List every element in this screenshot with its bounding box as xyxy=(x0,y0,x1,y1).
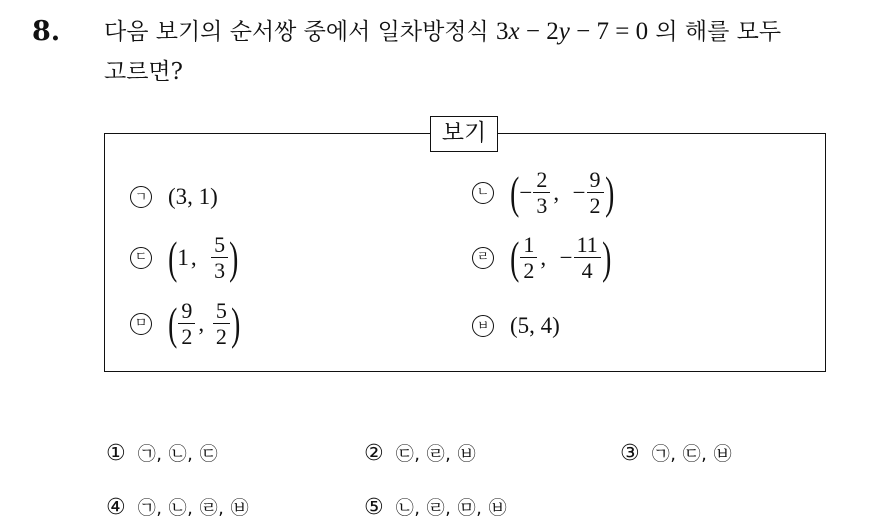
left-paren: ( xyxy=(510,166,520,218)
right-paren: ) xyxy=(230,297,241,349)
x-sign: − xyxy=(519,179,533,205)
comma: , xyxy=(553,179,571,205)
y-sign: − xyxy=(572,179,586,205)
y-denominator: 2 xyxy=(215,324,227,349)
left-paren: ( xyxy=(168,297,178,349)
left-paren: ( xyxy=(168,231,178,283)
x-fraction xyxy=(178,298,195,349)
example-item-1 xyxy=(130,184,218,210)
choice-label: ㉠, ㉡, ㉣, ㉥ xyxy=(137,498,250,519)
equation-x: x xyxy=(508,18,520,45)
example-item-4 xyxy=(472,232,611,283)
y-fraction xyxy=(587,167,604,218)
y-sign: − xyxy=(559,244,573,270)
question-line-1 xyxy=(104,14,781,50)
choice-label: ㉢, ㉣, ㉥ xyxy=(395,444,477,465)
x-fraction xyxy=(533,167,550,218)
marker-circle: ㅁ xyxy=(130,313,152,335)
right-paren: ) xyxy=(604,166,614,218)
choice-number: ② xyxy=(364,440,384,466)
right-paren: ) xyxy=(229,231,239,283)
example-item-2 xyxy=(472,167,614,218)
answer-choice-3[interactable] xyxy=(620,440,732,466)
comma: , xyxy=(198,310,210,336)
y-denominator: 2 xyxy=(589,193,601,218)
x-numerator: 9 xyxy=(181,298,193,323)
answer-choice-2[interactable] xyxy=(364,440,476,466)
comma: , xyxy=(540,244,558,270)
left-paren: ( xyxy=(510,231,520,283)
choice-number: ③ xyxy=(620,440,640,466)
right-paren: ) xyxy=(601,231,612,283)
x-whole: 1 xyxy=(177,244,189,270)
x-fraction xyxy=(520,232,537,283)
x-denominator: 2 xyxy=(181,324,193,349)
y-numerator: 5 xyxy=(214,232,226,257)
answer-choice-4[interactable] xyxy=(106,494,249,520)
marker-circle: ㄱ xyxy=(130,186,152,208)
x-numerator: 2 xyxy=(536,167,548,192)
marker-circle: ㄴ xyxy=(472,182,494,204)
y-numerator: 9 xyxy=(589,167,601,192)
y-numerator: 5 xyxy=(215,298,227,323)
y-denominator: 4 xyxy=(581,258,593,283)
x-denominator: 2 xyxy=(523,258,535,283)
x-numerator: 1 xyxy=(523,232,535,257)
pair-value: (5, 4) xyxy=(510,313,560,338)
y-numerator: 11 xyxy=(576,232,598,257)
example-item-5 xyxy=(130,298,240,349)
choice-label: ㉡, ㉣, ㉤, ㉥ xyxy=(395,498,508,519)
question-text-start: 다음 보기의 순서쌍 중에서 일차방정식 xyxy=(104,19,489,45)
pair-value: (3, 1) xyxy=(168,184,218,209)
equation-rest: − 7 = 0 xyxy=(569,18,649,45)
question-number: 8. xyxy=(32,16,61,47)
y-fraction xyxy=(574,232,601,283)
marker-circle: ㅂ xyxy=(472,315,494,337)
marker-circle: ㄹ xyxy=(472,247,494,269)
example-item-6 xyxy=(472,313,560,339)
example-box-title: 보기 xyxy=(430,116,498,152)
choice-number: ④ xyxy=(106,494,126,520)
marker-circle: ㄷ xyxy=(130,247,152,269)
equation-coef: 3 xyxy=(496,18,509,45)
choice-label: ㉠, ㉡, ㉢ xyxy=(137,444,219,465)
equation-y: y xyxy=(558,18,570,45)
question-text-tail: 의 해를 모두 xyxy=(648,19,782,45)
equation-minus: − 2 xyxy=(519,18,559,45)
comma: , xyxy=(190,244,209,270)
equation xyxy=(496,18,648,45)
question-line-2: 고르면? xyxy=(104,59,183,85)
y-fraction xyxy=(211,232,228,283)
answer-choice-1[interactable] xyxy=(106,440,218,466)
example-item-3 xyxy=(130,232,238,283)
answer-choice-5[interactable] xyxy=(364,494,507,520)
x-denominator: 3 xyxy=(536,193,548,218)
choice-number: ⑤ xyxy=(364,494,384,520)
choice-number: ① xyxy=(106,440,126,466)
y-fraction xyxy=(213,298,230,349)
y-denominator: 3 xyxy=(214,258,226,283)
choice-label: ㉠, ㉢, ㉥ xyxy=(651,444,733,465)
